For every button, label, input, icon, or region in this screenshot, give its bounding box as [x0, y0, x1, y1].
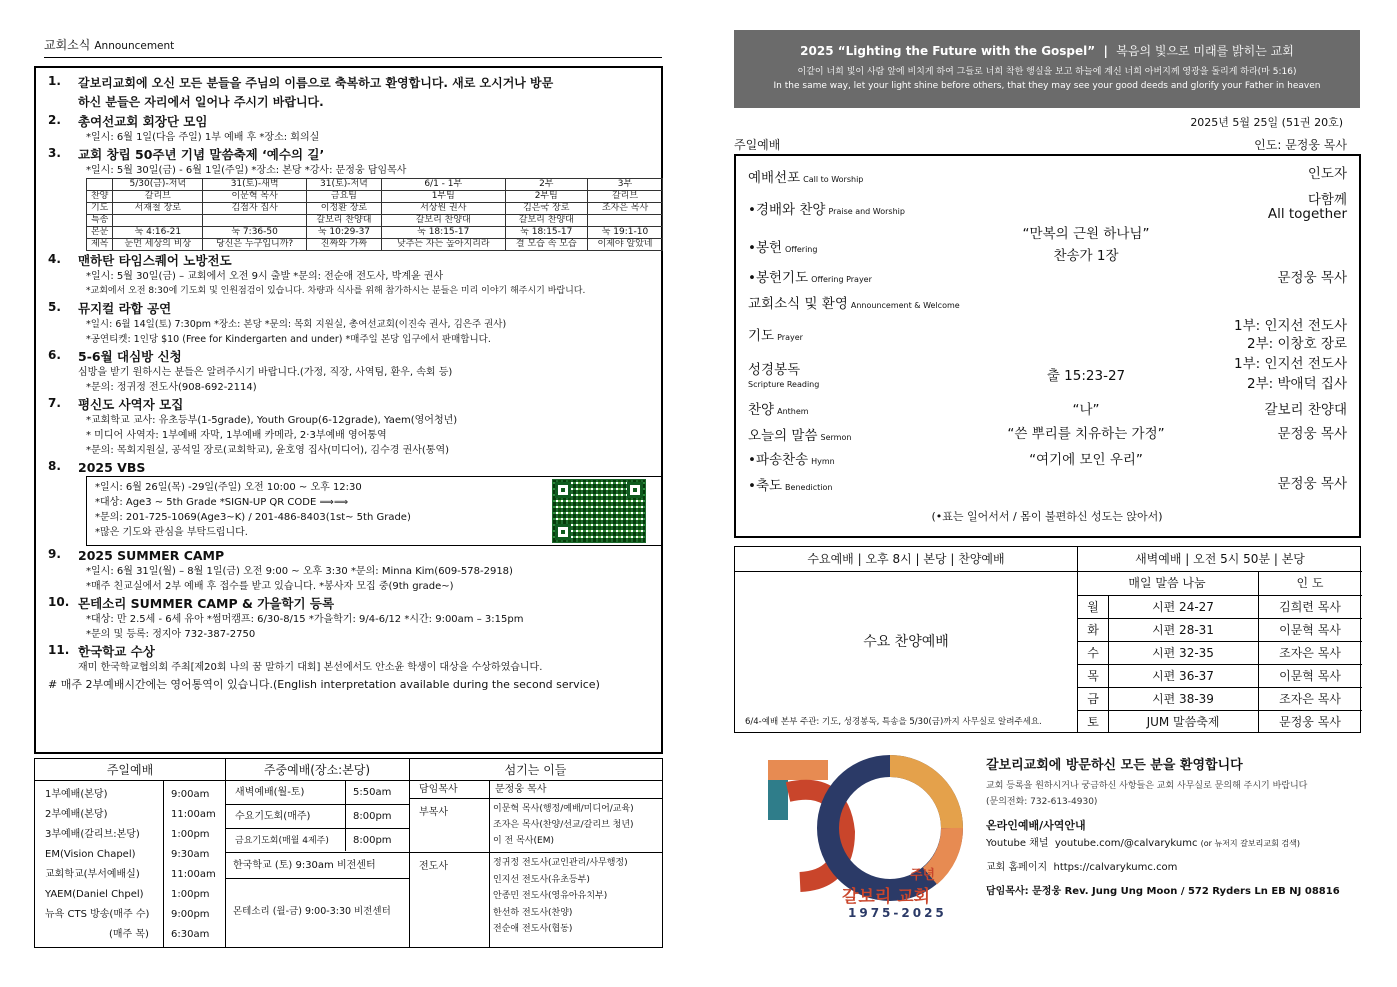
item-title: 뮤지컬 라합 공연: [78, 301, 172, 316]
announcement-item-2: 2. 총여선교회 회장단 모임 *일시: 6월 1일(다음 주일) 1부 예배 후 *장소: 회의실: [48, 113, 649, 145]
welcome-line-1: 갈보리교회에 오신 모든 분들을 주님의 이름으로 축복하고 환영합니다. 새로 오시거나 방문: [78, 76, 554, 90]
bulletin-date: 2025년 5월 25일 (51권 20호): [1190, 116, 1343, 129]
worship-leader: 인도: 문정웅 목사: [1254, 138, 1347, 152]
announcement-item-5: 5. 뮤지컬 라합 공연 *일시: 6월 14일(토) 7:30pm *장소: 본당 *문의: 목회 지원실, 총여선교회(이진숙 권사, 김은주 권사) *공연티켓: 1인당 $10 (Free for Kindergarten and under) *매주일 본당 입구에서 판매합니다.: [48, 300, 649, 347]
item-title: 맨하탄 타임스퀘어 노방전도: [78, 253, 232, 268]
banner-theme-en: 2025 “Lighting the Future with the Gospel”: [800, 44, 1096, 58]
anniversary-logo: 주년 갈보리 교회 1975-2025: [750, 752, 980, 928]
pastor-address: 담임목사: 문정웅 Rev. Jung Ung Moon / 572 Ryders Ln EB NJ 08816: [986, 886, 1340, 897]
item-title: 총여선교회 회장단 모임: [78, 114, 208, 129]
item-title: 교회 창립 50주년 기념 말씀축제 ‘예수의 길’: [78, 147, 325, 162]
banner-verse-en: In the same way, let your light shine before others, that they may see your good deeds and glorify your Father in heaven: [773, 81, 1321, 91]
order-of-worship: 예배선포 Call to Worship 인도자 •경배와 찬양 Praise and Worship 다함께 All together •봉헌 Offering “만복의 근원 하나님” 찬송가 1장 •봉헌기도 Offering Prayer 문정웅 목사 교회소식 및 환영 Announcement & Welcome 기도 Prayer 1부: 인지선 전도사 2부: 이창호 장로 성경봉독 Scripture Reading 출 15:23-27 1부: 인지선 전도사 2부: 박애덕 집사 찬양 Anthem “나” 갈보리 찬양대 오늘의 말씀 Sermon “쓴 뿌리를 치유하는 가정” 문정웅 목사 •파송찬송 Hymn “여기에 모인 우리” •축도 Benediction 문정웅 목사 (•표는 일어서서 / 몸이 불편하신 성도는 앉아서): [734, 154, 1361, 538]
weekday-schedule: 주중예배(장소:본당) 새벽예배(월-토) 5:50am 수요기도회(매주) 8:00pm 금요기도회(매월 4제주) 8:00pm 한국학교 (토) 9:30am 비전센터 몬테소리 (월-금) 9:00-3:30 비전센터: [225, 759, 409, 947]
announcement-item-11: 11. 한국학교 수상 재미 한국학교협의회 주최[제20회 나의 꿈 말하기 대회] 본선에서도 안소윤 학생이 대상을 수상하였습니다.: [48, 643, 649, 675]
announcement-item-7: 7. 평신도 사역자 모집 *교회학교 교사: 유초등부(1-5grade), Youth Group(6-12grade), Yaem(영어청년) * 미디어 사역자: 1부예배 자막, 1부예배 카메라, 2·3부예배 영어통역 *문의: 목회지원실, 공석일 장로(교회학교), 윤호영 집사(미디어), 김수경 권사(통역): [48, 396, 649, 458]
announcement-item-9: 9. 2025 SUMMER CAMP *일시: 6월 31일(월) – 8월 1일(금) 오전 9:00 ~ 오후 3:30 *문의: Minna Kim(609-578-2918) *매주 친교실에서 2부 예배 후 접수를 받고 있습니다. *봉사자 모집 중(9th grade~): [48, 547, 649, 594]
banner-theme-ko: 복음의 빛으로 미래를 밝히는 교회: [1116, 44, 1294, 58]
dawn-header: 새벽예배 | 오전 5시 50분 | 본당: [1078, 547, 1362, 572]
announcement-item-4: 4. 맨하탄 타임스퀘어 노방전도 *일시: 5월 30일(금) – 교회에서 오전 9시 출발 *문의: 전순애 전도사, 박계윤 권사 *교회에서 오전 8:30에 기도회 및 인원점검이 있습니다. 차량과 식사를 위해 참가하시는 분들은 미리 이야기 해주시기 바랍니다.: [48, 252, 649, 299]
announcement-subtitle: Announcement: [94, 40, 175, 52]
item-title: 5-6월 대심방 신청: [78, 349, 182, 364]
announcement-item-8: 8. 2025 VBS *일시: 6월 26일(목) -29일(주일) 오전 10:00 ~ 오후 12:30 *대상: Age3 ~ 5th Grade *SIGN-UP QR CODE ⟹⟹ *문의: 201-725-1069(Age3~K) / 201-486-8403(1st~ 5th Grade) *많은 기도와 관심을 부탁드립니다.: [48, 459, 649, 546]
theme-banner: 2025 “Lighting the Future with the Gospel” | 복음의 빛으로 미래를 밝히는 교회 이같이 너희 빛이 사람 앞에 비치게 하여 그들로 너희 착한 행실을 보고 하늘에 계신 너희 아버지께 영광을 돌리게 하라(마 5:16) In the same way, let your light shine before others, that they may see your good deeds and glorify your Father in heaven: [734, 30, 1360, 108]
servers: 섬기는 이들 담임목사 문정웅 목사 부목사 이문혁 목사(행정/예배/미디어/교육) 조자은 목사(찬양/선교/갈리브 청년) 이 전 목사(EM) 전도사 정귀정 전도사(교인관리/사무행정) 인지선 전도사(유초등부) 안종민 전도사(영유아유치부) 한선하 전도사(찬양) 전순애 전도사(협동): [409, 759, 662, 947]
announcement-header: [44, 36, 662, 58]
welcome-line-2: 하신 분들은 자리에서 일어나 주시기 바랍니다.: [78, 95, 324, 109]
homepage-link[interactable]: https://calvarykumc.com: [1053, 862, 1178, 873]
announcement-box: [34, 66, 663, 754]
announcement-item-3: 3. 교회 창립 50주년 기념 말씀축제 ‘예수의 길’ *일시: 5월 30일(금) - 6월 1일(주일) *장소: 본당 *강사: 문정웅 담임목사 5/30(금)-저녁 31(토)-새벽 31(토)-저녁 6/1 - 1부 2부 3부 찬양 갈리브 이문혁 목사 금요팀 1부팀 2부팀 갈리브 기도 서재철 장로 김점자 집사 이정환 장로 서상원 권사 김은국 장로 조자은 목사 특송 갈보리 찬양대 갈보리 찬양대 갈보리 찬양대 본문 눅 4:16-21 눅 7:36-50 눅 10:29-37 눅 18:15-17 눅 18:15-17 눅 19:1-10 제목 눈먼 세상의 비상 당신은 누구입니까? 진짜와 가짜 낮추는 자는 높아지리라 결 모습 속 모습 이제야 알았네: [48, 146, 649, 251]
youtube-link[interactable]: youtube.com/@calvarykumc: [1054, 838, 1198, 849]
item-title: 한국학교 수상: [78, 644, 155, 659]
wednesday-note: 6/4-예배 본부 주관: 기도, 성경봉독, 특송을 5/30(금)까지 사무실로 알려주세요.: [745, 717, 1042, 727]
wednesday-header: 수요예배 | 오후 8시 | 본당 | 찬양예배: [735, 547, 1077, 572]
item-title: 2025 VBS: [78, 460, 146, 475]
vbs-qr-code-icon[interactable]: [552, 479, 646, 543]
wednesday-content: 수요 찬양예배: [863, 634, 949, 650]
festival-table: 5/30(금)-저녁 31(토)-새벽 31(토)-저녁 6/1 - 1부 2부 3부 찬양 갈리브 이문혁 목사 금요팀 1부팀 2부팀 갈리브 기도 서재철 장로 김점자 집사 이정환 장로 서상원 권사 김은국 장로 조자은 목사 특송 갈보리 찬양대 갈보리 찬양대 갈보리 찬양대 본문 눅 4:16-21 눅 7:36-50 눅 10:29-37 눅 18:15-17 눅 18:15-17 눅 19:1-10 제목 눈먼 세상의 비상 당신은 누구입니까? 진짜와 가짜 낮추는 자는 높아지리라 결 모습 속 모습 이제야 알았네: [86, 178, 663, 251]
item-title: 2025 SUMMER CAMP: [78, 548, 225, 563]
vbs-box: *일시: 6월 26일(목) -29일(주일) 오전 10:00 ~ 오후 12:30 *대상: Age3 ~ 5th Grade *SIGN-UP QR CODE ⟹⟹ *문의: 201-725-1069(Age3~K) / 201-486-8403(1st~ 5th Grade) *많은 기도와 관심을 부탁드립니다.: [86, 476, 663, 546]
wednesday-dawn-table: 수요예배 | 오후 8시 | 본당 | 찬양예배 새벽예배 | 오전 5시 50분 | 본당 수요 찬양예배 6/4-예배 본부 주관: 기도, 성경봉독, 특송을 5/30(금)까지 사무실로 알려주세요. 매일 말씀 나눔 인 도 월 시편 24-27 김희련 목사 화 시편 28-31 이문혁 목사 수 시편 32-35 조자은 목사 목 시편 36-37 이문혁 목사 금 시편 38-39 조자은 목사 토 JUM 말씀축제 문정웅 목사: [734, 546, 1361, 733]
stand-note: (•표는 일어서서 / 몸이 불편하신 성도는 앉아서): [931, 510, 1163, 523]
item-title: 평신도 사역자 모집: [78, 397, 184, 412]
announcement-item-1: 1. 갈보리교회에 오신 모든 분들을 주님의 이름으로 축복하고 환영합니다. 새로 오시거나 방문 하신 분들은 자리에서 일어나 주시기 바랍니다.: [48, 74, 649, 112]
announcement-item-10: 10. 몬테소리 SUMMER CAMP & 가을학기 등록 *대상: 만 2.5세 - 6세 유아 *썸머캠프: 6/30-8/15 *가을학기: 9/4-6/12 *시간: 9:00am – 3:15pm *문의 및 등록: 정지아 732-387-2750: [48, 595, 649, 642]
welcome-info: 갈보리교회에 방문하신 모든 분을 환영합니다 교회 등록을 원하시거나 궁금하신 사항들은 교회 사무실로 문의해 주시기 바랍니다 (문의전화: 732-613-4930) 온라인예배/사역안내 Youtube 채널 youtube.com/@calvarykumc (or 뉴저지 갈보리교회 검색) 교회 홈페이지 https://calvarykumc.com 담임목사: 문정웅 Rev. Jung Ung Moon / 572 Ryders Ln EB NJ 08816: [986, 758, 1366, 900]
announcement-item-6: 6. 5-6월 대심방 신청 심방을 받기 원하시는 분들은 알려주시기 바랍니다.(가정, 직장, 사역팀, 환우, 속회 등) *문의: 정귀정 전도사(908-692-2114): [48, 348, 649, 395]
worship-label: 주일예배: [734, 138, 781, 152]
item-title: 몬테소리 SUMMER CAMP & 가을학기 등록: [78, 596, 335, 611]
banner-verse-ko: 이같이 너희 빛이 사람 앞에 비치게 하여 그들로 너희 착한 행실을 보고 하늘에 계신 너희 아버지께 영광을 돌리게 하라(마 5:16): [797, 67, 1297, 77]
sunday-schedule: 주일예배 1부예배(본당) 9:00am 2부예배(본당) 11:00am 3부예배(갈리브:본당) 1:00pm EM(Vision Chapel) 9:30am 교회학교(부서예배실) 11:00am YAEM(Daniel Chpel) 1:00pm 뉴욕 CTS 방송(매주 수) 9:00pm (매주 목) 6:30am: [35, 759, 225, 947]
announcement-title: 교회소식: [44, 38, 91, 52]
service-schedule: [34, 758, 663, 948]
english-interpretation-note: # 매주 2부예배시간에는 영어통역이 있습니다.(English interpretation available during the second service): [48, 678, 600, 691]
